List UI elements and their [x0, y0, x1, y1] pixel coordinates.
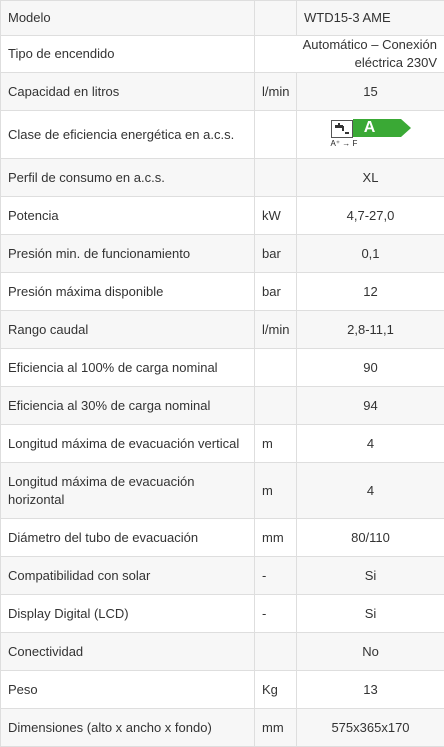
- row-unit: l/min: [255, 311, 297, 349]
- row-label: Presión máxima disponible: [1, 273, 255, 311]
- row-value: 4: [297, 425, 444, 463]
- row-unit: -: [255, 595, 297, 633]
- row-value: 4: [297, 463, 444, 519]
- row-label: Capacidad en litros: [1, 73, 255, 111]
- row-label: Longitud máxima de evacuación horizontal: [1, 463, 255, 519]
- row-value: Automático – Conexión eléctrica 230V: [255, 36, 444, 73]
- row-value: 0,1: [297, 235, 444, 273]
- row-label: Tipo de encendido: [1, 36, 255, 73]
- row-value: 94: [297, 387, 444, 425]
- row-unit: m: [255, 463, 297, 519]
- row-value: 15: [297, 73, 444, 111]
- energy-scale-range: A⁺ → F: [331, 139, 358, 149]
- energy-class-letter: A: [360, 118, 380, 138]
- row-unit: -: [255, 557, 297, 595]
- row-unit: mm: [255, 519, 297, 557]
- row-unit: [255, 111, 297, 159]
- table-row: [1, 235, 444, 273]
- table-row: [1, 709, 444, 747]
- table-row: [1, 197, 444, 235]
- table-row: [1, 273, 444, 311]
- table-row: [1, 111, 444, 159]
- table-row: [1, 311, 444, 349]
- row-value: WTD15-3 AME: [297, 1, 444, 36]
- energy-efficiency-label: [331, 118, 411, 152]
- table-row: [1, 387, 444, 425]
- row-unit: Kg: [255, 671, 297, 709]
- row-value: XL: [297, 159, 444, 197]
- row-value: 575x365x170: [297, 709, 444, 747]
- table-row: [1, 36, 444, 73]
- row-label: Rango caudal: [1, 311, 255, 349]
- table-row: [1, 425, 444, 463]
- table-row: [1, 595, 444, 633]
- table-row: [1, 671, 444, 709]
- row-label: Potencia: [1, 197, 255, 235]
- row-label: Modelo: [1, 1, 255, 36]
- table-row: [1, 519, 444, 557]
- table-row: [1, 557, 444, 595]
- row-value: [297, 111, 444, 159]
- row-unit: bar: [255, 235, 297, 273]
- row-label: Eficiencia al 30% de carga nominal: [1, 387, 255, 425]
- row-unit: [255, 159, 297, 197]
- tap-icon: [331, 120, 353, 138]
- row-unit: m: [255, 425, 297, 463]
- row-label: Diámetro del tubo de evacuación: [1, 519, 255, 557]
- row-label: Presión min. de funcionamiento: [1, 235, 255, 273]
- row-label: Longitud máxima de evacuación vertical: [1, 425, 255, 463]
- row-value: Si: [297, 557, 444, 595]
- row-unit: [255, 1, 297, 36]
- row-label: Conectividad: [1, 633, 255, 671]
- row-unit: bar: [255, 273, 297, 311]
- row-value: 12: [297, 273, 444, 311]
- row-value: 2,8-11,1: [297, 311, 444, 349]
- row-value: No: [297, 633, 444, 671]
- row-unit: [255, 387, 297, 425]
- row-value: Si: [297, 595, 444, 633]
- row-label: Clase de eficiencia energética en a.c.s.: [1, 111, 255, 159]
- row-label: Compatibilidad con solar: [1, 557, 255, 595]
- row-unit: [255, 349, 297, 387]
- row-value: 4,7-27,0: [297, 197, 444, 235]
- table-row: [1, 1, 444, 36]
- row-unit: mm: [255, 709, 297, 747]
- row-label: Dimensiones (alto x ancho x fondo): [1, 709, 255, 747]
- row-label: Eficiencia al 100% de carga nominal: [1, 349, 255, 387]
- row-value: 90: [297, 349, 444, 387]
- table-row: [1, 159, 444, 197]
- row-label: Display Digital (LCD): [1, 595, 255, 633]
- row-unit: l/min: [255, 73, 297, 111]
- row-value: 13: [297, 671, 444, 709]
- table-row: [1, 633, 444, 671]
- row-label: Peso: [1, 671, 255, 709]
- table-row: [1, 463, 444, 519]
- row-label: Perfil de consumo en a.c.s.: [1, 159, 255, 197]
- table-row: [1, 73, 444, 111]
- row-unit: kW: [255, 197, 297, 235]
- row-unit: [255, 633, 297, 671]
- table-row: [1, 349, 444, 387]
- row-value: 80/110: [297, 519, 444, 557]
